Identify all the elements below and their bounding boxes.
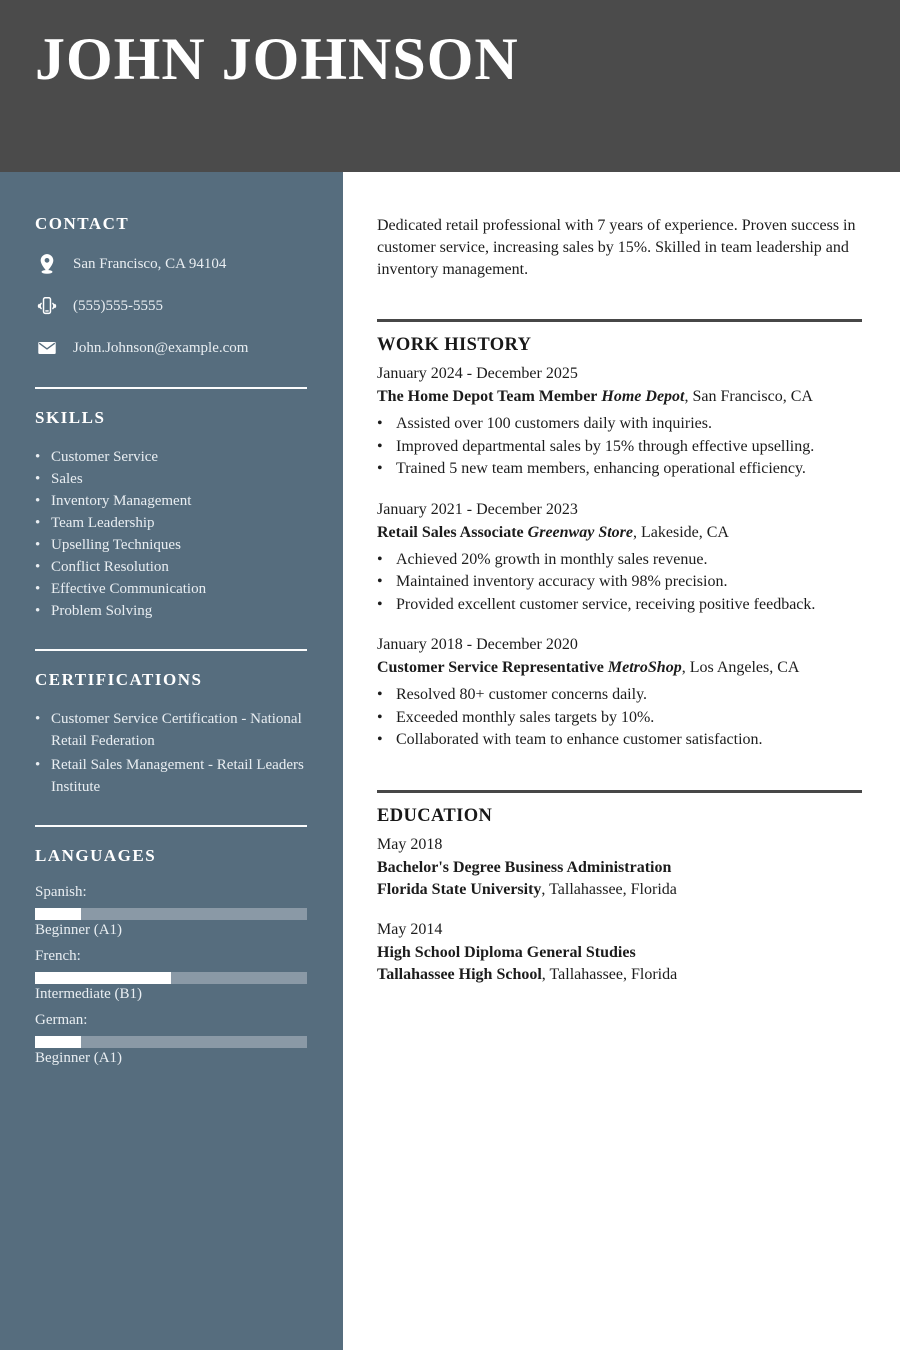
skill-item: • Problem Solving: [35, 600, 307, 622]
job-location: , San Francisco, CA: [684, 388, 813, 405]
person-name: JOHN JOHNSON: [35, 26, 519, 92]
language-progress-fill: [35, 908, 81, 920]
contact-item-email: [35, 336, 307, 360]
job-location: , Los Angeles, CA: [681, 659, 800, 676]
job-title-line: [377, 386, 862, 408]
job-dates: January 2021 - December 2023: [377, 500, 578, 518]
language-item-spanish: [35, 884, 307, 939]
job-title: Customer Service Representative: [377, 659, 604, 676]
job-company: MetroShop: [607, 659, 682, 676]
contact-heading: CONTACT: [35, 214, 130, 233]
certifications-heading: CERTIFICATIONS: [35, 670, 203, 689]
job-bullet: • Resolved 80+ customer concerns daily.: [377, 684, 862, 707]
education-school: Tallahassee High School: [377, 965, 542, 983]
job-company: Home Depot: [601, 388, 685, 405]
language-level: Beginner (A1): [35, 1050, 123, 1066]
section-divider: [377, 790, 862, 793]
location-icon: [35, 252, 59, 276]
language-progress-track: [35, 1036, 307, 1048]
certification-item: • Customer Service Certification - National Retail Federation: [35, 708, 307, 752]
education-degree: High School Diploma General Studies: [377, 943, 636, 961]
skill-item: • Team Leadership: [35, 512, 307, 534]
skill-item: • Upselling Techniques: [35, 534, 307, 556]
contact-email-text: John.Johnson@example.com: [73, 339, 249, 356]
education-date: May 2018: [377, 835, 443, 853]
skill-item: • Customer Service: [35, 446, 307, 468]
skill-item: • Effective Communication: [35, 578, 307, 600]
contact-item-location: [35, 252, 307, 276]
job-bullet: • Assisted over 100 customers daily with inquiries.: [377, 413, 862, 436]
job-dates: January 2024 - December 2025: [377, 365, 578, 382]
job-title: Retail Sales Associate: [377, 523, 524, 541]
job-entry: [377, 636, 862, 752]
sidebar-divider: [35, 649, 307, 651]
certification-item: • Retail Sales Management - Retail Leaders Institute: [35, 754, 307, 798]
professional-summary: Dedicated retail professional with 7 years of experience. Proven success in customer service, increasing sales by 15%. Skilled in team leadership and inventory management.: [377, 217, 856, 278]
education-entry: [377, 921, 862, 986]
job-bullet: • Improved departmental sales by 15% through effective upselling.: [377, 436, 862, 459]
content-row: [0, 172, 900, 1350]
job-bullet: • Exceeded monthly sales targets by 10%.: [377, 707, 862, 730]
education-entry: [377, 836, 862, 901]
job-bullets: [377, 413, 862, 481]
phone-icon: [35, 294, 59, 318]
main-column: [343, 172, 900, 1350]
language-name: French:: [35, 948, 81, 964]
contact-phone-text: (555)555-5555: [73, 297, 163, 314]
job-company: Greenway Store: [527, 523, 633, 541]
sidebar-divider: [35, 825, 307, 827]
education-heading: EDUCATION: [377, 805, 493, 826]
language-level: Beginner (A1): [35, 922, 123, 938]
contact-location-text: San Francisco, CA 94104: [73, 255, 227, 272]
skills-list: [35, 446, 307, 622]
certifications-section: [35, 670, 307, 798]
language-name: Spanish:: [35, 884, 87, 900]
header-banner: [0, 0, 900, 172]
job-location: , Lakeside, CA: [632, 523, 729, 541]
contact-item-phone: [35, 294, 307, 318]
job-bullet: • Achieved 20% growth in monthly sales revenue.: [377, 549, 862, 572]
job-title: The Home Depot Team Member: [377, 388, 598, 405]
education-school: Florida State University: [377, 880, 542, 898]
email-icon: [35, 336, 59, 360]
language-progress-fill: [35, 972, 171, 984]
language-item-german: [35, 1012, 307, 1067]
language-name: German:: [35, 1012, 88, 1028]
contact-section: [35, 214, 307, 360]
education-location: , Tallahassee, Florida: [541, 965, 678, 983]
job-bullet: • Collaborated with team to enhance customer satisfaction.: [377, 729, 862, 752]
language-progress-track: [35, 908, 307, 920]
education-school-line: [377, 879, 862, 901]
languages-section: [35, 846, 307, 1067]
language-level: Intermediate (B1): [35, 986, 143, 1002]
sidebar: [0, 172, 343, 1350]
skill-item: • Inventory Management: [35, 490, 307, 512]
job-dates: January 2018 - December 2020: [377, 636, 578, 653]
sidebar-divider: [35, 387, 307, 389]
languages-heading: LANGUAGES: [35, 846, 157, 865]
skills-section: [35, 408, 307, 622]
education-date: May 2014: [377, 920, 443, 938]
work-history-heading: WORK HISTORY: [377, 335, 532, 355]
language-progress-track: [35, 972, 307, 984]
job-bullet: • Maintained inventory accuracy with 98% precision.: [377, 571, 862, 594]
job-title-line: [377, 522, 862, 544]
job-bullet: • Trained 5 new team members, enhancing operational efficiency.: [377, 458, 862, 481]
job-title-line: [377, 657, 862, 679]
skill-item: • Sales: [35, 468, 307, 490]
language-progress-fill: [35, 1036, 81, 1048]
skills-heading: SKILLS: [35, 408, 106, 427]
language-item-french: [35, 948, 307, 1003]
certifications-list: [35, 708, 307, 798]
education-location: , Tallahassee, Florida: [541, 880, 677, 898]
job-entry: [377, 365, 862, 481]
job-bullet: • Provided excellent customer service, receiving positive feedback.: [377, 594, 862, 617]
skill-item: • Conflict Resolution: [35, 556, 307, 578]
section-divider: [377, 319, 862, 322]
job-bullets: [377, 684, 862, 752]
education-school-line: [377, 964, 862, 986]
education-degree: Bachelor's Degree Business Administration: [377, 858, 672, 876]
job-entry: [377, 501, 862, 617]
job-bullets: [377, 549, 862, 617]
